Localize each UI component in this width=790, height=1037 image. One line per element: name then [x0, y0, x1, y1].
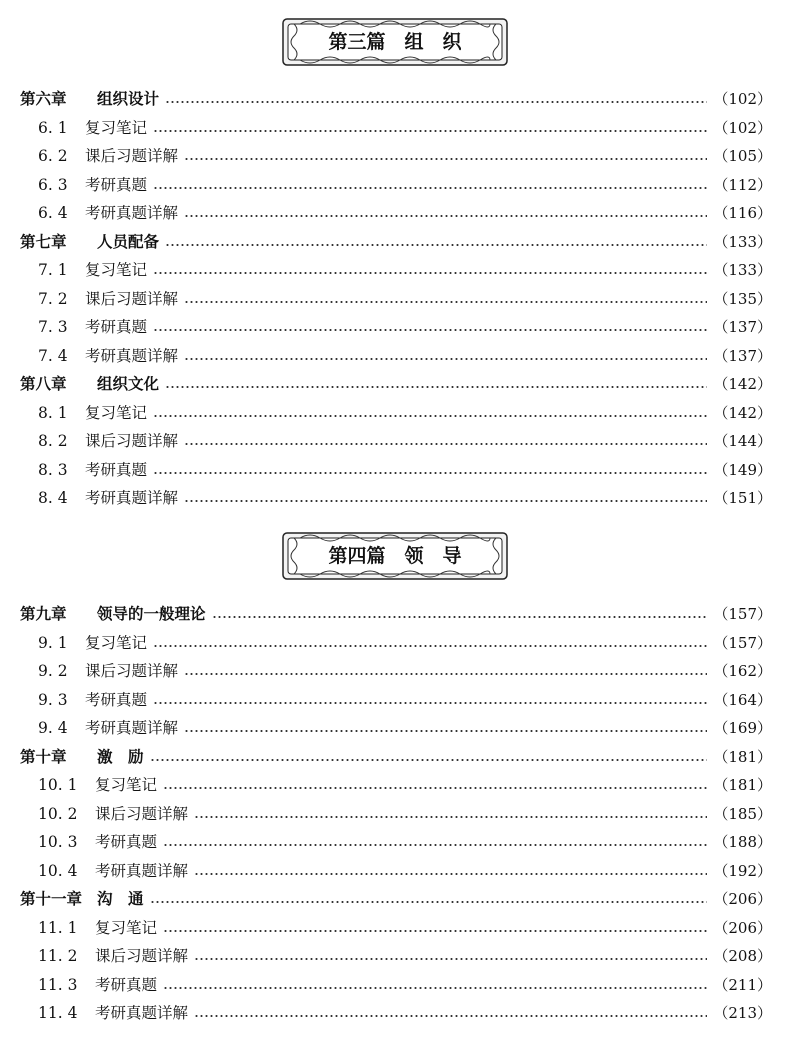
- section-number: 8. 1: [38, 403, 68, 422]
- part-title: 第三篇 组 织: [328, 31, 462, 53]
- chapter-number: 第十章: [20, 747, 67, 766]
- dot-leader: [150, 743, 708, 772]
- dot-leader: [165, 370, 707, 399]
- dot-leader: [163, 914, 707, 943]
- toc-entry-label: [38, 199, 182, 228]
- chapter-title: 激 励: [97, 747, 144, 766]
- section-number: 6. 2: [38, 147, 68, 165]
- dot-leader: [163, 971, 707, 1000]
- page-number: （149）: [713, 460, 772, 479]
- section-title: 课后习题详解: [85, 432, 179, 450]
- page-number: （206）: [713, 890, 772, 908]
- section-title: 课后习题详解: [85, 147, 179, 165]
- dot-leader: [153, 456, 707, 485]
- dot-leader: [165, 85, 707, 114]
- toc-section-row[interactable]: [0, 313, 790, 342]
- section-number: 10. 2: [38, 804, 78, 823]
- section-number: 8. 4: [38, 489, 68, 507]
- toc-entry-label: [38, 714, 182, 743]
- toc-chapter-row[interactable]: [0, 228, 790, 257]
- page-number: （102）: [713, 118, 772, 137]
- toc-entry-label: [20, 743, 148, 772]
- toc-section-row[interactable]: [0, 256, 790, 285]
- section-number: 10. 1: [38, 776, 78, 794]
- section-title: 考研真题详解: [85, 719, 179, 737]
- toc-section-row[interactable]: [0, 342, 790, 371]
- dot-leader: [194, 999, 707, 1028]
- dot-leader: [153, 686, 707, 715]
- toc-section-row[interactable]: [0, 484, 790, 513]
- toc-entry-label: [38, 256, 151, 285]
- dot-leader: [184, 342, 707, 371]
- section-title: 考研真题: [85, 690, 148, 709]
- page-number: （133）: [713, 232, 772, 251]
- toc-entry-label: [38, 657, 182, 686]
- toc-section-row[interactable]: [0, 714, 790, 743]
- toc-entry-label: [38, 999, 192, 1028]
- dot-leader: [153, 399, 707, 428]
- section-title: 课后习题详解: [85, 662, 179, 680]
- toc-section-row[interactable]: [0, 942, 790, 971]
- toc-entry-label: [38, 456, 151, 485]
- toc-section-row[interactable]: [0, 399, 790, 428]
- dot-leader: [184, 484, 707, 513]
- section-title: 复习笔记: [95, 918, 158, 937]
- toc-entry-label: [38, 484, 182, 513]
- toc-section-row[interactable]: [0, 800, 790, 829]
- dot-leader: [163, 828, 707, 857]
- toc-entry-label: [38, 427, 182, 456]
- section-title: 课后习题详解: [85, 289, 179, 308]
- toc-entry-label: [38, 342, 182, 371]
- page-number: （112）: [713, 175, 772, 194]
- dot-leader: [184, 427, 707, 456]
- section-title: 课后习题详解: [95, 947, 189, 965]
- section-title: 考研真题详解: [85, 346, 179, 365]
- section-title: 考研真题详解: [85, 204, 179, 222]
- toc-section-row[interactable]: [0, 456, 790, 485]
- section-title: 复习笔记: [85, 118, 148, 137]
- section-number: 9. 2: [38, 662, 68, 680]
- toc-section-row[interactable]: [0, 999, 790, 1028]
- toc-part-4: [0, 600, 790, 1028]
- dot-leader: [163, 771, 707, 800]
- chapter-title: 沟 通: [97, 890, 144, 908]
- dot-leader: [194, 942, 707, 971]
- chapter-title: 组织设计: [97, 90, 160, 108]
- page-number: （185）: [713, 804, 772, 823]
- page-number: （211）: [713, 975, 772, 994]
- chapter-number: 第十一章: [20, 890, 83, 908]
- section-title: 考研真题详解: [95, 1004, 189, 1022]
- toc-section-row[interactable]: [0, 171, 790, 200]
- part-banner-4: [280, 530, 510, 582]
- page-number: （169）: [713, 719, 772, 737]
- page-number: （144）: [713, 432, 772, 450]
- page-number: （181）: [713, 776, 772, 794]
- toc-entry-label: [38, 686, 151, 715]
- toc-entry-label: [20, 370, 163, 399]
- section-number: 7. 4: [38, 346, 68, 365]
- dot-leader: [212, 600, 708, 629]
- section-number: 6. 1: [38, 118, 68, 137]
- section-number: 10. 3: [38, 833, 78, 851]
- section-number: 9. 3: [38, 690, 68, 709]
- page-number: （208）: [713, 947, 772, 965]
- dot-leader: [153, 629, 707, 658]
- page-number: （142）: [713, 375, 772, 393]
- toc-entry-label: [20, 85, 163, 114]
- chapter-number: 第九章: [20, 605, 67, 623]
- dot-leader: [150, 885, 708, 914]
- toc-entry-label: [38, 629, 151, 658]
- toc-entry-label: [38, 171, 151, 200]
- dot-leader: [194, 857, 707, 886]
- section-title: 课后习题详解: [95, 804, 189, 823]
- page-number: （137）: [713, 346, 772, 365]
- dot-leader: [194, 800, 707, 829]
- section-number: 8. 3: [38, 460, 68, 479]
- section-number: 8. 2: [38, 432, 68, 450]
- toc-section-row[interactable]: [0, 686, 790, 715]
- section-title: 考研真题: [85, 318, 148, 336]
- page-number: （157）: [713, 605, 772, 623]
- section-number: 11. 2: [38, 947, 78, 965]
- toc-chapter-row[interactable]: [0, 600, 790, 629]
- dot-leader: [153, 171, 707, 200]
- chapter-number: 第七章: [20, 232, 67, 251]
- toc-entry-label: [38, 971, 161, 1000]
- page-number: （133）: [713, 261, 772, 279]
- section-number: 6. 4: [38, 204, 68, 222]
- toc-section-row[interactable]: [0, 199, 790, 228]
- dot-leader: [184, 657, 707, 686]
- chapter-title: 领导的一般理论: [97, 605, 206, 623]
- page-number: （213）: [713, 1004, 772, 1022]
- page-number: （181）: [713, 747, 772, 766]
- part-banner-3: [280, 16, 510, 68]
- toc-part-3: [0, 85, 790, 513]
- toc-section-row[interactable]: [0, 771, 790, 800]
- toc-entry-label: [38, 828, 161, 857]
- section-title: 考研真题详解: [95, 861, 189, 880]
- toc-entry-label: [20, 885, 148, 914]
- toc-entry-label: [38, 857, 192, 886]
- section-number: 11. 3: [38, 975, 78, 994]
- page-number: （102）: [713, 90, 772, 108]
- page-number: （192）: [713, 861, 772, 880]
- page-number: （188）: [713, 833, 772, 851]
- toc-entry-label: [38, 313, 151, 342]
- dot-leader: [184, 142, 707, 171]
- section-number: 9. 4: [38, 719, 68, 737]
- chapter-number: 第八章: [20, 375, 67, 393]
- section-title: 复习笔记: [85, 261, 148, 279]
- dot-leader: [184, 714, 707, 743]
- chapter-number: 第六章: [20, 90, 67, 108]
- toc-entry-label: [38, 285, 182, 314]
- dot-leader: [184, 285, 707, 314]
- section-title: 考研真题: [85, 175, 148, 194]
- chapter-title: 组织文化: [97, 375, 160, 393]
- section-number: 7. 2: [38, 289, 68, 308]
- section-title: 考研真题: [95, 833, 158, 851]
- section-number: 7. 1: [38, 261, 68, 279]
- toc-section-row[interactable]: [0, 857, 790, 886]
- page-number: （162）: [713, 662, 772, 680]
- section-title: 考研真题: [85, 460, 148, 479]
- section-title: 考研真题详解: [85, 489, 179, 507]
- dot-leader: [153, 256, 707, 285]
- page-number: （135）: [713, 289, 772, 308]
- toc-chapter-row[interactable]: [0, 885, 790, 914]
- toc-section-row[interactable]: [0, 914, 790, 943]
- section-number: 7. 3: [38, 318, 68, 336]
- toc-entry-label: [38, 800, 192, 829]
- toc-section-row[interactable]: [0, 828, 790, 857]
- page-number: （105）: [713, 147, 772, 165]
- section-title: 复习笔记: [95, 776, 158, 794]
- dot-leader: [153, 313, 707, 342]
- toc-entry-label: [38, 114, 151, 143]
- toc-section-row[interactable]: [0, 114, 790, 143]
- dot-leader: [184, 199, 707, 228]
- toc-entry-label: [38, 142, 182, 171]
- toc-section-row[interactable]: [0, 285, 790, 314]
- toc-chapter-row[interactable]: [0, 370, 790, 399]
- toc-section-row[interactable]: [0, 971, 790, 1000]
- toc-section-row[interactable]: [0, 142, 790, 171]
- toc-section-row[interactable]: [0, 427, 790, 456]
- section-number: 10. 4: [38, 861, 78, 880]
- toc-section-row[interactable]: [0, 657, 790, 686]
- dot-leader: [165, 228, 707, 257]
- section-title: 复习笔记: [85, 633, 148, 652]
- toc-entry-label: [38, 399, 151, 428]
- section-number: 9. 1: [38, 633, 68, 652]
- page-number: （142）: [713, 403, 772, 422]
- page-number: （157）: [713, 633, 772, 652]
- section-number: 11. 1: [38, 918, 78, 937]
- toc-chapter-row[interactable]: [0, 743, 790, 772]
- toc-section-row[interactable]: [0, 629, 790, 658]
- toc-entry-label: [20, 228, 163, 257]
- section-number: 11. 4: [38, 1004, 78, 1022]
- toc-entry-label: [38, 942, 192, 971]
- toc-entry-label: [38, 914, 161, 943]
- part-title: 第四篇 领 导: [328, 545, 462, 567]
- toc-entry-label: [20, 600, 210, 629]
- section-number: 6. 3: [38, 175, 68, 194]
- section-title: 复习笔记: [85, 403, 148, 422]
- section-title: 考研真题: [95, 975, 158, 994]
- toc-chapter-row[interactable]: [0, 85, 790, 114]
- page-number: （164）: [713, 690, 772, 709]
- page-number: （116）: [713, 204, 772, 222]
- page-number: （137）: [713, 318, 772, 336]
- page-number: （206）: [713, 918, 772, 937]
- page-number: （151）: [713, 489, 772, 507]
- toc-entry-label: [38, 771, 161, 800]
- dot-leader: [153, 114, 707, 143]
- chapter-title: 人员配备: [97, 232, 160, 251]
